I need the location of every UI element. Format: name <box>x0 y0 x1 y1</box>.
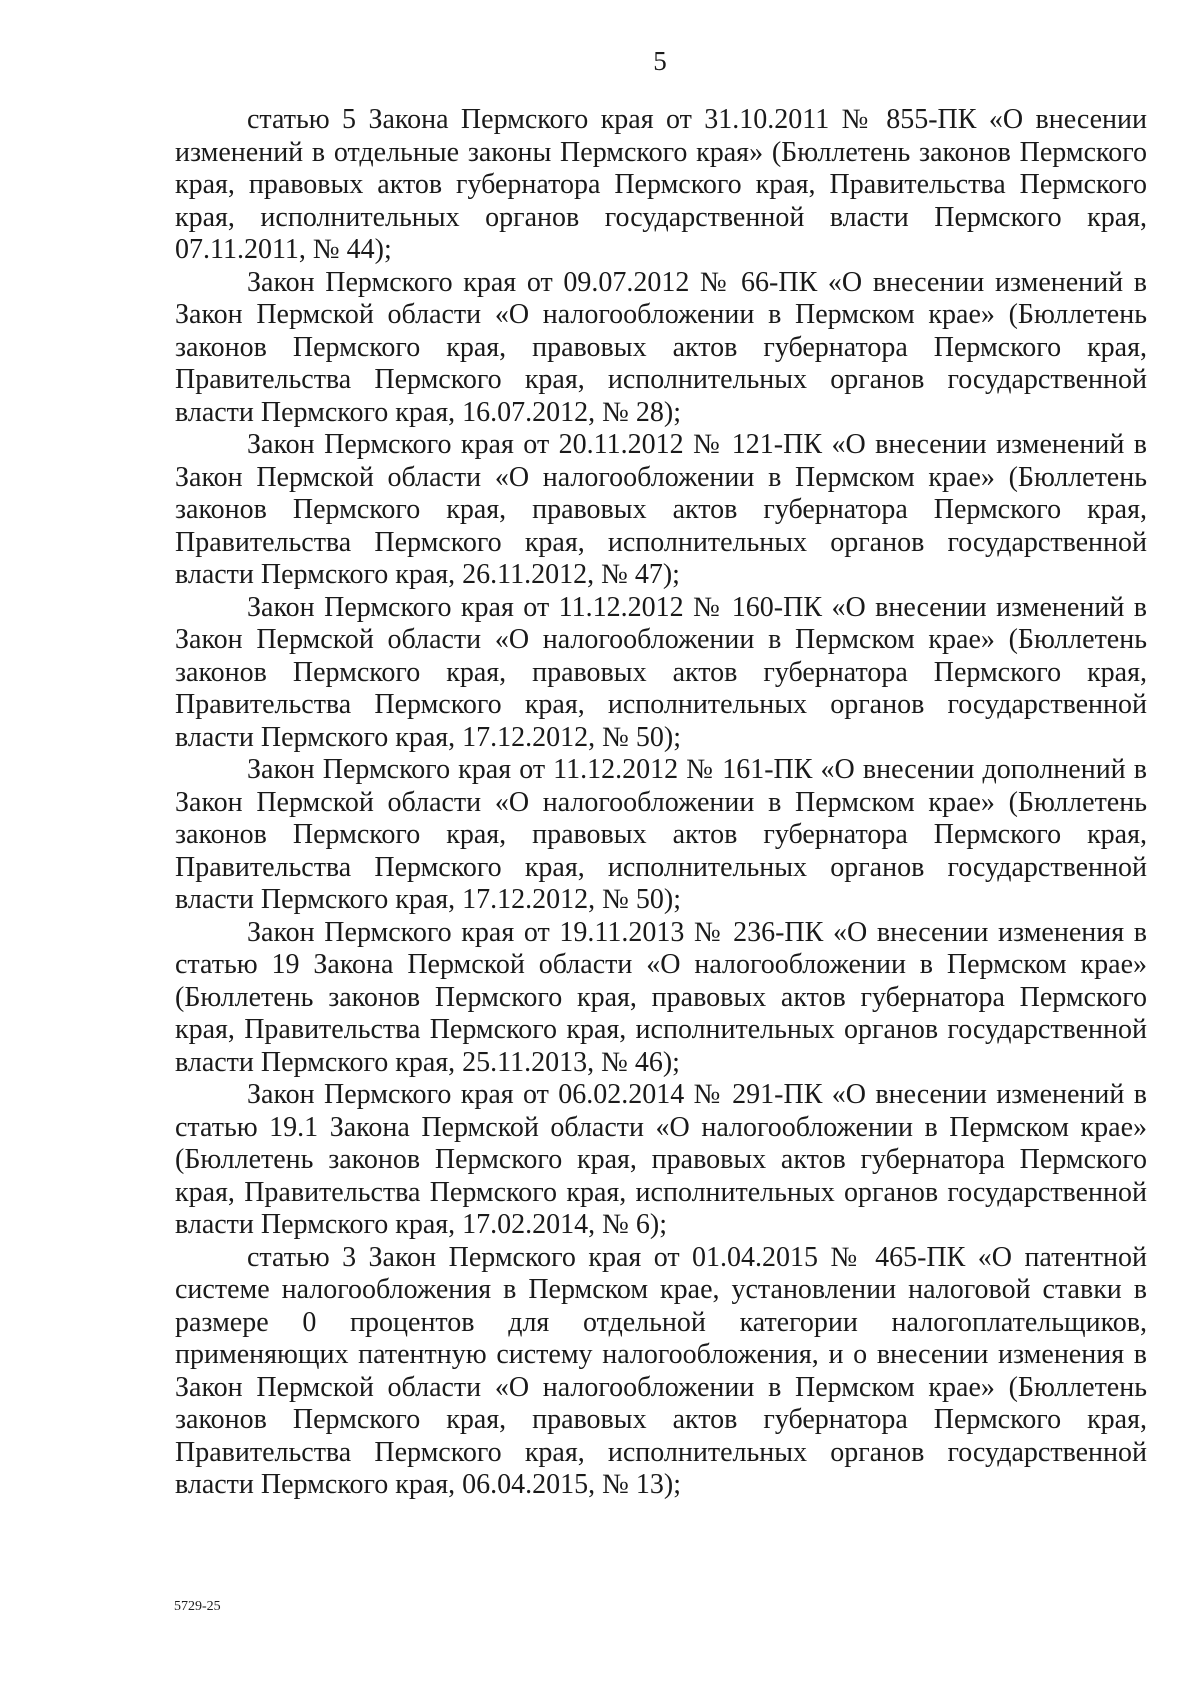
paragraph-law-66-pk: Закон Пермского края от 09.07.2012 № 66-ПК «О внесении изменений в Закон Пермской области «О налогообложении в Пермском крае» (Бюллетень законов Пермского края, правовых актов губернатора Пермского края, Правительства Пермского края, исполнительных органов государственной власти Пермского края, 16.07.2012, № 28); <box>175 266 1147 428</box>
paragraph-law-121-pk: Закон Пермского края от 20.11.2012 № 121-ПК «О внесении изменений в Закон Пермской области «О налогообложении в Пермском крае» (Бюллетень законов Пермского края, правовых актов губернатора Пермского края, Правительства Пермского края, исполнительных органов государственной власти Пермского края, 26.11.2012, № 47); <box>175 429 1147 590</box>
paragraph-law-291-pk: Закон Пермского края от 06.02.2014 № 291-ПК «О внесении изменений в статью 19.1 Закона Пермской области «О налогообложении в Пермском крае» (Бюллетень законов Пермского края, правовых актов губернатора Пермского края, Правительства Пермского края, исполнительных органов государственной власти Пермского края, 17.02.2014, № 6); <box>175 1079 1147 1240</box>
document-code: 5729-25 <box>174 1599 221 1614</box>
document-body <box>175 104 1147 1502</box>
paragraph-law-465-pk: статью 3 Закон Пермского края от 01.04.2015 № 465-ПК «О патентной системе налогообложения в Пермском крае, установлении налоговой ставки в размере 0 процентов для отдельной категории налогоплательщиков, применяющих патентную систему налогообложения, и о внесении изменения в Закон Пермской области «О налогообложении в Пермском крае» (Бюллетень законов Пермского края, правовых актов губернатора Пермского края, Правительства Пермского края, исполнительных органов государственной власти Пермского края, 06.04.2015, № 13); <box>175 1241 1147 1500</box>
paragraph-law-160-pk: Закон Пермского края от 11.12.2012 № 160-ПК «О внесении изменений в Закон Пермской области «О налогообложении в Пермском крае» (Бюллетень законов Пермского края, правовых актов губернатора Пермского края, Правительства Пермского края, исполнительных органов государственной власти Пермского края, 17.12.2012, № 50); <box>175 591 1147 753</box>
paragraph-law-855-pk: статью 5 Закона Пермского края от 31.10.2011 № 855-ПК «О внесении изменений в отдельные законы Пермского края» (Бюллетень законов Пермского края, правовых актов губернатора Пермского края, Правительства Пермского края, исполнительных органов государственной власти Пермского края, 07.11.2011, № 44); <box>175 104 1147 265</box>
paragraph-law-161-pk: Закон Пермского края от 11.12.2012 № 161-ПК «О внесении дополнений в Закон Пермской области «О налогообложении в Пермском крае» (Бюллетень законов Пермского края, правовых актов губернатора Пермского края, Правительства Пермского края, исполнительных органов государственной власти Пермского края, 17.12.2012, № 50); <box>175 754 1147 915</box>
page-number: 5 <box>653 46 667 76</box>
paragraph-law-236-pk: Закон Пермского края от 19.11.2013 № 236-ПК «О внесении изменения в статью 19 Закона Пермской области «О налогообложении в Пермском крае» (Бюллетень законов Пермского края, правовых актов губернатора Пермского края, Правительства Пермского края, исполнительных органов государственной власти Пермского края, 25.11.2013, № 46); <box>175 916 1147 1078</box>
